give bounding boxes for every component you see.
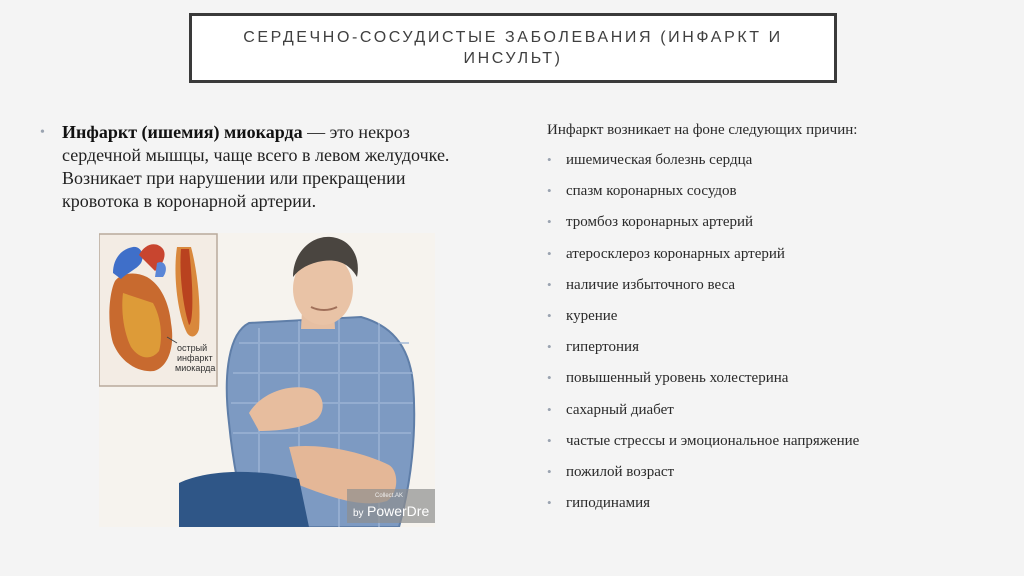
bullet-icon: • [547, 183, 552, 199]
definition-paragraph [62, 121, 460, 213]
list-item [547, 181, 987, 212]
bullet-icon: • [40, 125, 45, 140]
heart-inset [99, 234, 217, 386]
cause-text: частые стрессы и эмоциональное напряжение [566, 432, 860, 449]
bullet-icon: • [547, 245, 552, 261]
cause-text: атеросклероз коронарных артерий [566, 245, 785, 262]
list-item [547, 462, 987, 493]
list-item [547, 306, 987, 337]
definition-block [40, 121, 460, 213]
cause-text: наличие избыточного веса [566, 276, 736, 293]
cause-text: тромбоз коронарных артерий [566, 214, 754, 231]
list-item [547, 337, 987, 368]
cause-text: гиподинамия [566, 495, 651, 512]
list-item [547, 400, 987, 431]
bullet-icon: • [547, 370, 552, 386]
list-item [547, 431, 987, 462]
list-item [547, 493, 987, 524]
slide-title-box [189, 13, 837, 83]
watermark-small-text: Collect.AK [375, 493, 404, 499]
cause-text: спазм коронарных сосудов [566, 183, 737, 200]
bullet-icon: • [547, 339, 552, 355]
watermark-brand-text: PowerDre [367, 503, 430, 519]
definition-text: — это некроз сердечной мышцы, чаще всего в левом желудочке. Возникает при нарушении или прекращении кровотока в коронарной артерии. [62, 122, 450, 211]
bullet-icon: • [547, 495, 552, 511]
slide-title: СЕРДЕЧНО-СОСУДИСТЫЕ ЗАБОЛЕВАНИЯ (ИНФАРКТ И ИНСУЛЬТ) [243, 29, 783, 67]
heart-attack-illustration [99, 233, 435, 527]
inset-label-line3: миокарда [175, 363, 216, 373]
cause-text: гипертония [566, 339, 639, 356]
watermark-by-text: by [353, 508, 364, 519]
cause-text: пожилой возраст [566, 463, 675, 480]
list-item [547, 275, 987, 306]
inset-label-line2: инфаркт [177, 353, 213, 363]
list-item [547, 244, 987, 275]
cause-text: повышенный уровень холестерина [566, 370, 789, 387]
bullet-icon: • [547, 214, 552, 230]
list-item [547, 368, 987, 399]
bullet-icon: • [547, 152, 552, 167]
bullet-icon: • [547, 276, 552, 292]
bullet-icon: • [547, 432, 552, 448]
inset-label-line1: острый [177, 343, 208, 353]
powerdirector-watermark [347, 489, 435, 523]
bullet-icon: • [547, 307, 552, 323]
bullet-icon: • [547, 463, 552, 479]
list-item [547, 212, 987, 243]
cause-text: сахарный диабет [566, 401, 674, 418]
causes-list [547, 150, 987, 524]
bullet-icon: • [547, 401, 552, 417]
cause-text: ишемическая болезнь сердца [566, 152, 753, 168]
definition-term: Инфаркт (ишемия) миокарда [62, 122, 303, 142]
cause-text: курение [566, 307, 618, 324]
causes-block [547, 120, 987, 524]
list-item [547, 150, 987, 181]
causes-intro: Инфаркт возникает на фоне следующих причин: [547, 122, 858, 138]
